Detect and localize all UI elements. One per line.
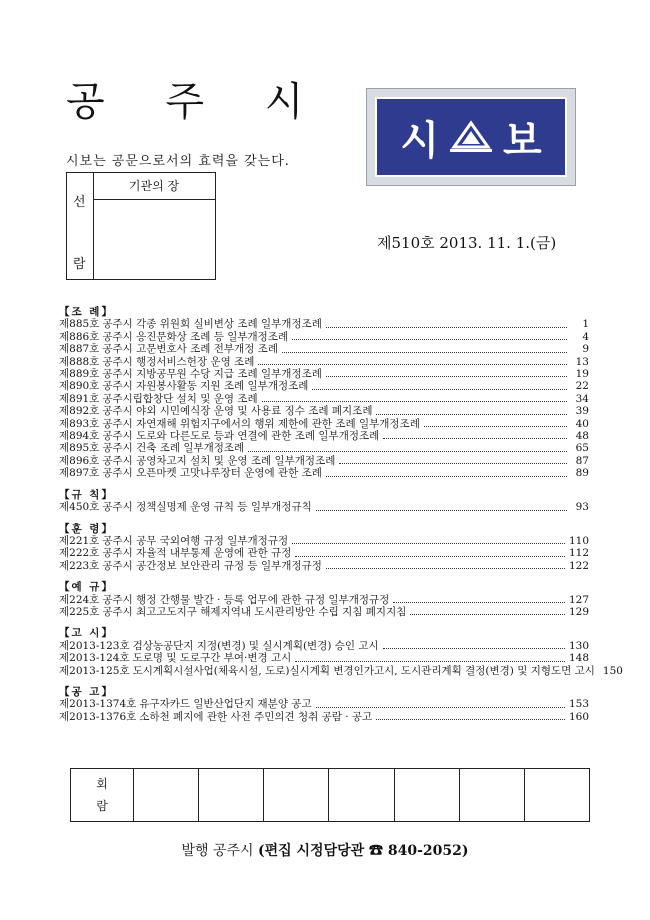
dot-leader xyxy=(282,343,567,352)
table-of-contents xyxy=(59,306,623,723)
toc-entry xyxy=(59,594,589,606)
circulation-cell xyxy=(134,769,199,821)
dot-leader xyxy=(424,418,567,427)
entry-number: 제891호 xyxy=(59,392,100,405)
entry-title: 도로명 및 도로구간 부여·변경 고시 xyxy=(132,652,292,665)
entry-number: 제887호 xyxy=(59,343,100,356)
entry-title: 공주시 도로와 다른도로 등과 연결에 관한 조례 일부개정조례 xyxy=(102,430,380,443)
section-heading: 【예 규】 xyxy=(59,581,114,594)
toc-entry xyxy=(59,467,589,479)
sibo-logo-panel xyxy=(375,97,567,177)
toc-entry xyxy=(59,535,589,547)
entry-page: 34 xyxy=(575,392,589,405)
dot-leader xyxy=(410,606,565,615)
dot-leader xyxy=(248,442,567,451)
approval-label-column xyxy=(67,173,94,279)
toc-entry xyxy=(59,698,589,710)
dot-leader xyxy=(383,640,565,649)
city-title: 공 주 시 xyxy=(66,79,328,125)
entry-number: 제2013-125호 xyxy=(59,664,130,677)
approval-head: 기관의 장 xyxy=(93,173,215,200)
dot-leader xyxy=(393,594,565,603)
toc-entry xyxy=(59,368,589,380)
entry-number: 제885호 xyxy=(59,318,100,331)
entry-number: 제892호 xyxy=(59,405,100,418)
toc-entry xyxy=(59,318,589,330)
section-heading: 【규 칙】 xyxy=(59,488,114,501)
entry-number: 제893호 xyxy=(59,417,100,430)
entry-title: 유구자카드 일반산업단지 재분양 공고 xyxy=(139,698,312,711)
circulation-box xyxy=(70,768,590,822)
entry-title: 공주시 야외 시민예식장 운영 및 사용료 징수 조례 폐지조례 xyxy=(102,405,373,418)
circulation-cell xyxy=(199,769,264,821)
entry-title: 공주시 행정 간행물 발간 · 등록 업무에 관한 규정 일부개정규정 xyxy=(102,593,390,606)
entry-number: 제2013-1376호 xyxy=(59,710,137,723)
toc-entry xyxy=(59,652,589,664)
toc-entry xyxy=(59,356,589,368)
toc-entry xyxy=(59,455,589,467)
entry-number: 제2013-123호 xyxy=(59,639,130,652)
circulation-cell xyxy=(395,769,460,821)
dot-leader xyxy=(376,711,565,720)
entry-number: 제2013-1374호 xyxy=(59,698,137,711)
section-heading: 【훈 령】 xyxy=(59,522,114,535)
approval-box xyxy=(66,172,216,280)
dot-leader xyxy=(326,368,567,377)
toc-entry xyxy=(59,331,589,343)
entry-title: 도시계획시설사업(체육시설, 도로)실시계획 변경인가고시, 도시관리계획 결정(변경) 및 지형도면 고시 xyxy=(132,664,595,677)
dot-leader xyxy=(292,535,565,544)
logo-right-glyph: 보 xyxy=(503,117,542,164)
issue-number: 제510호 2013. 11. 1.(금) xyxy=(377,234,557,252)
entry-title: 공주시 오픈마켓 고맛나루장터 운영에 관한 조례 xyxy=(102,467,322,480)
dot-leader xyxy=(292,331,567,340)
toc-entry xyxy=(59,418,589,430)
entry-title: 공주시 자원봉사활동 지원 조례 일부개정조례 xyxy=(102,380,309,393)
entry-page: 153 xyxy=(568,698,589,711)
entry-page: 4 xyxy=(582,330,589,343)
entry-page: 93 xyxy=(575,501,589,514)
entry-number: 제895호 xyxy=(59,442,100,455)
entry-page: 112 xyxy=(568,547,589,560)
entry-page: 110 xyxy=(568,534,589,547)
entry-page: 65 xyxy=(575,442,589,455)
entry-page: 129 xyxy=(568,605,589,618)
entry-number: 제450호 xyxy=(59,501,100,514)
toc-entry xyxy=(59,547,589,559)
toc-entry xyxy=(59,393,589,405)
entry-number: 제888호 xyxy=(59,355,100,368)
entry-page: 22 xyxy=(575,380,589,393)
entry-title: 공주시 최고고도지구 해제지역내 도시관리방안 수립 지침 폐지지침 xyxy=(102,605,407,618)
entry-number: 제223호 xyxy=(59,559,100,572)
toc-entry xyxy=(59,405,589,417)
entry-page: 122 xyxy=(568,559,589,572)
entry-title: 공주시립합창단 설치 및 운영 조례 xyxy=(102,392,258,405)
toc-entry xyxy=(59,343,589,355)
dot-leader xyxy=(316,501,567,510)
entry-title: 공주시 공영차고지 설치 및 운영 조례 일부개정조례 xyxy=(102,454,336,467)
entry-number: 제225호 xyxy=(59,605,100,618)
toc-entry xyxy=(59,380,589,392)
circulation-cell xyxy=(264,769,329,821)
toc-entry xyxy=(59,640,589,652)
toc-entry xyxy=(59,430,589,442)
entry-title: 공주시 정책실명제 운영 규칙 등 일부개정규칙 xyxy=(102,501,312,514)
logo-left-glyph: 시 xyxy=(400,117,439,164)
circulation-label-top: 회 xyxy=(96,777,108,791)
city-emblem-icon xyxy=(447,120,495,154)
approval-label-top: 선 xyxy=(73,195,86,210)
entry-number: 제890호 xyxy=(59,380,100,393)
entry-title: 공주시 각종 위원회 실비변상 조례 일부개정조례 xyxy=(102,318,322,331)
entry-number: 제886호 xyxy=(59,330,100,343)
entry-page: 13 xyxy=(575,355,589,368)
entry-page: 48 xyxy=(575,430,589,443)
entry-number: 제224호 xyxy=(59,593,100,606)
entry-title: 공주시 건축 조례 일부개정조례 xyxy=(102,442,245,455)
dot-leader xyxy=(383,430,567,439)
entry-page: 19 xyxy=(575,368,589,381)
section-heading: 【조 례】 xyxy=(59,306,114,318)
approval-label-bottom: 람 xyxy=(73,257,86,272)
entry-number: 제2013-124호 xyxy=(59,652,130,665)
section-heading: 【고 시】 xyxy=(59,627,114,640)
entry-page: 39 xyxy=(575,405,589,418)
dot-leader xyxy=(316,698,565,707)
entry-page: 130 xyxy=(568,639,589,652)
entry-title: 공주시 공간정보 보안관리 규정 등 일부개정규정 xyxy=(102,559,322,572)
entry-title: 공주시 응진문화상 조례 등 일부개정조례 xyxy=(102,330,289,343)
footer-publisher: 발행 공주시 xyxy=(181,843,258,859)
dot-leader xyxy=(326,467,567,476)
entry-page: 160 xyxy=(568,710,589,723)
entry-title: 공주시 자연재해 위험지구에서의 행위 제한에 관한 조례 일부개정조례 xyxy=(102,417,420,430)
entry-title: 공주시 지방공무원 수당 지급 조례 일부개정조례 xyxy=(102,368,322,381)
entry-page: 127 xyxy=(568,593,589,606)
toc-entry xyxy=(59,442,589,454)
sibo-logo xyxy=(366,88,576,186)
entry-title: 공주시 고문변호사 조례 전부개정 조례 xyxy=(102,343,278,356)
entry-title: 검상농공단지 지정(변경) 및 실시계획(변경) 승인 고시 xyxy=(132,639,379,652)
dot-leader xyxy=(258,356,567,365)
circulation-label-bottom: 람 xyxy=(96,799,108,813)
entry-number: 제221호 xyxy=(59,534,100,547)
dot-leader xyxy=(339,455,567,464)
circulation-cell xyxy=(460,769,525,821)
toc-entry xyxy=(59,606,589,618)
toc-entry xyxy=(59,501,589,513)
circulation-label xyxy=(71,769,134,821)
entry-number: 제896호 xyxy=(59,454,100,467)
dot-leader xyxy=(262,393,567,402)
circulation-cell xyxy=(525,769,589,821)
footer-editor: (편집 시정담당관 ☎ 840-2052) xyxy=(257,843,469,859)
entry-title: 소하천 폐지에 관한 사전 주민의견 청취 공람 · 공고 xyxy=(139,710,373,723)
section-heading: 【공 고】 xyxy=(59,685,114,698)
dot-leader xyxy=(295,547,565,556)
entry-number: 제897호 xyxy=(59,467,100,480)
entry-number: 제894호 xyxy=(59,430,100,443)
entry-title: 공주시 행정서비스헌장 운영 조례 xyxy=(102,355,255,368)
entry-number: 제222호 xyxy=(59,547,100,560)
entry-page: 9 xyxy=(582,343,589,356)
entry-title: 공주시 자율적 내부통제 운영에 관한 규정 xyxy=(102,547,292,560)
toc-entry xyxy=(59,711,589,723)
notice-text: 시보는 공문으로서의 효력을 갖는다. xyxy=(66,154,290,169)
dot-leader xyxy=(326,560,565,569)
entry-page: 150 xyxy=(602,664,623,677)
dot-leader xyxy=(326,318,567,327)
entry-page: 89 xyxy=(575,467,589,480)
dot-leader xyxy=(295,652,565,661)
footer xyxy=(0,840,650,860)
dot-leader xyxy=(376,405,567,414)
toc-entry xyxy=(59,664,623,677)
entry-page: 87 xyxy=(575,454,589,467)
entry-title: 공주시 공무 국외여행 규정 일부개정규정 xyxy=(102,534,289,547)
entry-page: 1 xyxy=(582,318,589,331)
dot-leader xyxy=(312,380,567,389)
toc-entry xyxy=(59,560,589,572)
circulation-cell xyxy=(329,769,394,821)
entry-page: 40 xyxy=(575,417,589,430)
entry-number: 제889호 xyxy=(59,368,100,381)
entry-page: 148 xyxy=(568,652,589,665)
